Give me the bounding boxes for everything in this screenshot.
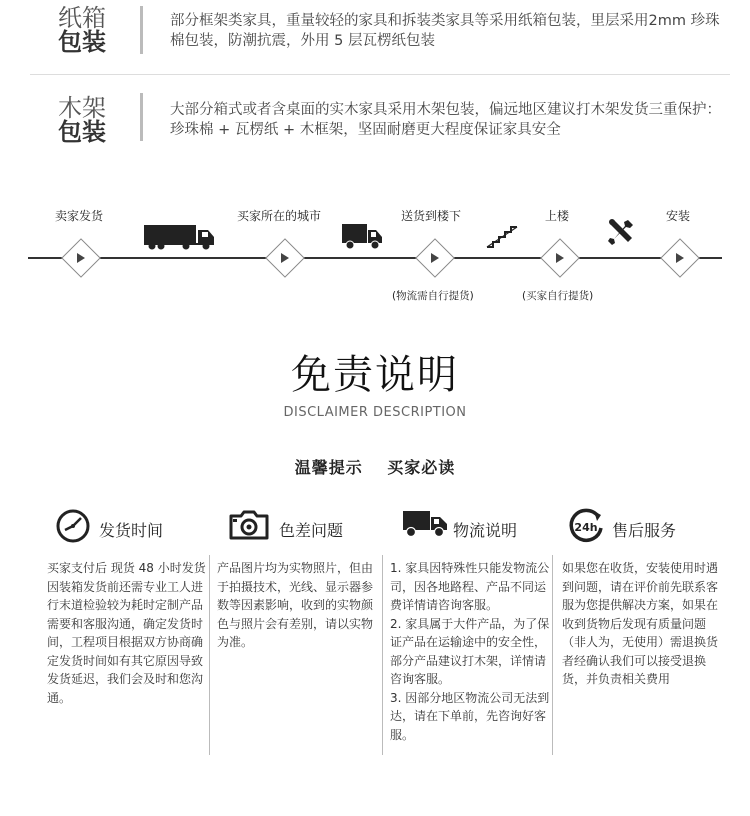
carton-packing-text: 部分框架类家具，重量较轻的家具和拆装类家具等采用纸箱包装，里层采用2mm 珍珠棉包装，防潮抗震，外用 5 层瓦楞纸包装 xyxy=(170,13,720,49)
column-divider xyxy=(552,555,553,755)
timeline-step-label: 上楼 xyxy=(545,209,570,223)
disclaimer-subtitle: DISCLAIMER DESCRIPTION xyxy=(283,405,467,420)
column-header xyxy=(390,505,560,545)
carton-packing-title xyxy=(52,6,112,54)
stairs-icon xyxy=(485,223,519,249)
timeline-step-label: 卖家发货 xyxy=(55,209,104,223)
column-text: 1. 家具因特殊性只能发物流公司，因各地路程、产品不同运费详情请咨询客服。 2. 家具属于大件产品，为了保证产品在运输途中的安全性，部分产品建议打木架，详情请咨询客服。 3. 因部分地区物流公司无法到达，请在下单前，先咨询好客服。 xyxy=(390,561,550,742)
column-title: 售后服务 xyxy=(612,521,677,540)
24h-service-icon xyxy=(566,506,606,546)
timeline-step-label: 送货到楼下 xyxy=(401,209,462,223)
timeline-step-label: 买家所在的城市 xyxy=(237,209,322,223)
column-title: 色差问题 xyxy=(279,521,344,540)
wooden-packing-text: 大部分箱式或者含桌面的实木家具采用木架包装，偏远地区建议打木架发货三重保护：珍珠棉 + 瓦楞纸 + 木框架，坚固耐磨更大程度保证家具安全 xyxy=(170,102,721,138)
timeline-step-note: (物流需自行提货) xyxy=(392,290,474,302)
disclaimer-tips xyxy=(0,455,750,478)
column-header xyxy=(560,505,730,545)
timeline-node xyxy=(540,238,580,278)
column-divider xyxy=(382,555,383,755)
column-divider xyxy=(209,555,210,755)
wooden-packing-title-line2: 包装 xyxy=(58,118,106,146)
timeline-node xyxy=(660,238,700,278)
timeline-node xyxy=(415,238,455,278)
van-icon xyxy=(341,221,383,251)
tools-icon xyxy=(606,217,636,247)
clock-icon xyxy=(55,508,91,544)
column-header xyxy=(47,505,217,545)
carton-packing-title-line1: 纸箱 xyxy=(58,4,106,32)
camera-icon xyxy=(229,510,269,540)
24h-icon-text: 24h xyxy=(574,521,598,534)
column-title: 发货时间 xyxy=(99,521,164,540)
column-header xyxy=(217,505,387,545)
timeline-node xyxy=(61,238,101,278)
section-divider xyxy=(30,74,730,75)
timeline-step-label: 安装 xyxy=(666,209,691,223)
tip-must-read: 买家必读 xyxy=(387,458,456,477)
timeline-node xyxy=(265,238,305,278)
column-text: 产品图片均为实物照片，但由于拍摄技术，光线、显示器参数等因素影响，收到的实物颜色与照片会有差别，请以实物为准。 xyxy=(217,561,374,649)
wooden-packing-title xyxy=(52,96,112,144)
column-text: 买家支付后 现货 48 小时发货 因装箱发货前还需专业工人进行末道检验较为耗时定制产品需要和客服沟通，确定发货时间，工程项目根据双方协商确定发货时间如有其它原因导致发货延迟，我们会及时和您沟通。 xyxy=(47,561,206,705)
carton-packing-divider xyxy=(140,6,143,54)
timeline-line xyxy=(28,257,722,259)
disclaimer-title: 免责说明 xyxy=(291,352,459,398)
wooden-packing-title-line1: 木架 xyxy=(58,94,106,122)
column-title: 物流说明 xyxy=(453,521,518,540)
delivery-truck-icon xyxy=(402,510,448,538)
column-text: 如果您在收货，安装使用时遇到问题，请在评价前先联系客服为您提供解决方案，如果在收到货物后发现有质量问题（非人为，无使用）需退换货者经确认我们可以接受退换货，并负责相关费用 xyxy=(562,561,719,686)
wooden-packing-divider xyxy=(140,93,143,141)
timeline-step-note: (买家自行提货) xyxy=(522,290,594,302)
carton-packing-title-line2: 包装 xyxy=(58,28,106,56)
tip-warm-reminder: 温馨提示 xyxy=(294,458,363,477)
truck-icon xyxy=(142,223,216,251)
